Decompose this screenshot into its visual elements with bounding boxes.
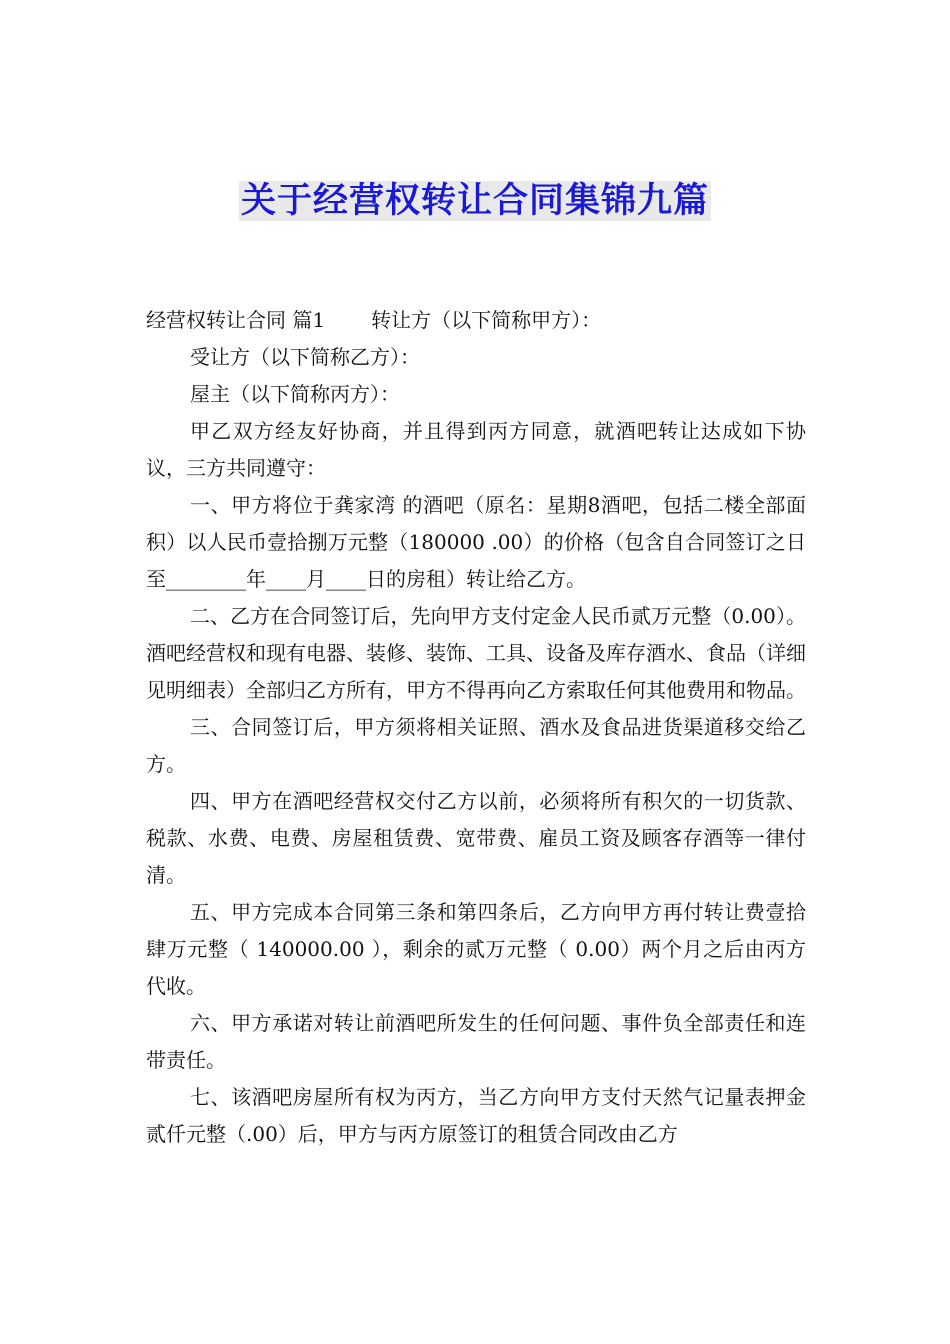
paragraph: 二、乙方在合同签订后，先向甲方支付定金人民币贰万元整（0.00）。酒吧经营权和现有电器、装修、装饰、工具、设备及库存酒水、食品（详细见明细表）全部归乙方所有，甲方不得再向乙方索取任何其他费用和物品。: [146, 604, 806, 702]
paragraph: 一、甲方将位于龚家湾 的酒吧（原名：星期8酒吧，包括二楼全部面积）以人民币壹拾捌万元整（180000 .00）的价格（包含自合同签订之日至________年____月____日的房租）转让给乙方。: [146, 493, 806, 591]
paragraph: 六、甲方承诺对转让前酒吧所发生的任何问题、事件负全部责任和连带责任。: [146, 1011, 806, 1072]
transferor-line: 转让方（以下简称甲方）：: [371, 308, 602, 332]
paragraph: 三、合同签订后，甲方须将相关证照、酒水及食品进货渠道移交给乙方。: [146, 715, 806, 776]
paragraph: 七、该酒吧房屋所有权为丙方，当乙方向甲方支付天然气记量表押金贰仟元整（.00）后，甲方与丙方原签订的租赁合同改由乙方: [146, 1085, 806, 1146]
document-title-text: 关于经营权转让合同集锦九篇: [240, 181, 709, 221]
paragraph: 五、甲方完成本合同第三条和第四条后，乙方向甲方再付转让费壹拾肆万元整（ 140000.00 ），剩余的贰万元整（ 0.00）两个月之后由丙方代收。: [146, 900, 806, 998]
paragraph: 受让方（以下简称乙方）：: [190, 345, 420, 369]
section-heading: 经营权转让合同 篇1: [146, 308, 326, 332]
paragraph: 甲乙双方经友好协商，并且得到丙方同意，就酒吧转让达成如下协议，三方共同遵守：: [146, 419, 806, 480]
lead-line: [146, 302, 806, 339]
document-title: [0, 176, 950, 226]
paragraph: 四、甲方在酒吧经营权交付乙方以前，必须将所有积欠的一切货款、税款、水费、电费、房屋租赁费、宽带费、雇员工资及顾客存酒等一律付清。: [146, 789, 806, 887]
paragraph: 屋主（以下简称丙方）：: [190, 382, 400, 406]
document-body: [146, 302, 806, 1153]
